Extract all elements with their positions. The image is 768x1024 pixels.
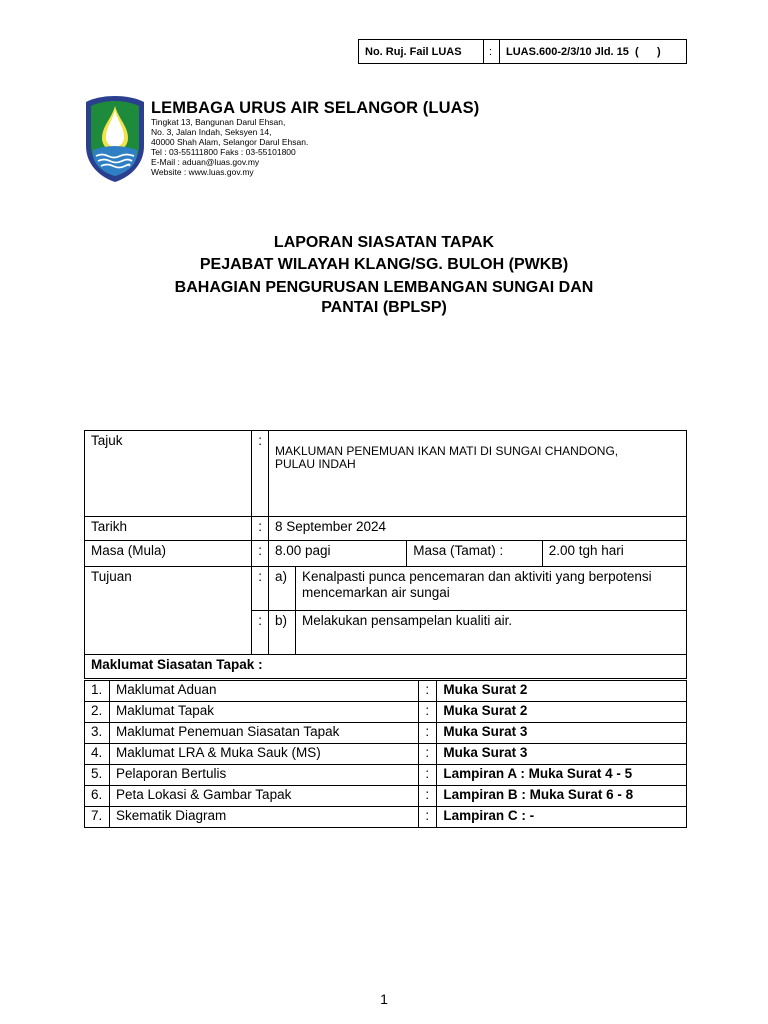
item-number: 4. <box>85 744 110 765</box>
list-item <box>85 786 687 807</box>
contact-website: Website : www.luas.gov.my <box>151 167 254 177</box>
item-value: Lampiran B : Muka Surat 6 - 8 <box>437 786 687 807</box>
item-value: Lampiran A : Muka Surat 4 - 5 <box>437 765 687 786</box>
masa-tamat-label: Masa (Tamat) : <box>407 541 542 567</box>
tujuan-row-a <box>85 567 687 611</box>
masa-tamat-value: 2.00 tgh hari <box>542 541 686 567</box>
item-label: Pelaporan Bertulis <box>109 765 418 786</box>
list-item <box>85 744 687 765</box>
list-item <box>85 702 687 723</box>
item-number: 2. <box>85 702 110 723</box>
item-number: 5. <box>85 765 110 786</box>
colon: : <box>419 744 437 765</box>
tujuan-text: Kenalpasti punca pencemaran dan aktiviti yang berpotensi mencemarkan air sungai <box>295 567 686 611</box>
item-label: Maklumat Tapak <box>109 702 418 723</box>
item-number: 7. <box>85 807 110 828</box>
colon: : <box>419 807 437 828</box>
division-title-cont: PANTAI (BPLSP) <box>321 299 447 316</box>
section-heading-row <box>85 655 687 679</box>
item-value: Muka Surat 2 <box>437 681 687 702</box>
item-value: Lampiran C : - <box>437 807 687 828</box>
tujuan-letter: b) <box>268 611 295 655</box>
tajuk-label: Tajuk <box>85 431 252 517</box>
colon: : <box>419 723 437 744</box>
contact-phone: Tel : 03-55111800 Faks : 03-55101800 <box>151 147 296 157</box>
tujuan-label: Tujuan <box>85 567 252 655</box>
item-number: 3. <box>85 723 110 744</box>
file-ref-colon: : <box>484 40 500 64</box>
colon: : <box>252 567 269 611</box>
organisation-name: LEMBAGA URUS AIR SELANGOR (LUAS) <box>151 99 480 117</box>
address-line: 40000 Shah Alam, Selangor Darul Ehsan. <box>151 137 309 147</box>
item-label: Maklumat Aduan <box>109 681 418 702</box>
item-label: Skematik Diagram <box>109 807 418 828</box>
contact-email: E-Mail : aduan@luas.gov.my <box>151 157 260 167</box>
item-number: 1. <box>85 681 110 702</box>
colon: : <box>419 786 437 807</box>
colon: : <box>252 517 269 541</box>
site-info-list <box>84 680 687 828</box>
list-item <box>85 681 687 702</box>
masa-mula-value: 8.00 pagi <box>268 541 406 567</box>
tujuan-text: Melakukan pensampelan kualiti air. <box>295 611 686 655</box>
colon: : <box>252 431 269 517</box>
file-reference-box <box>358 39 687 64</box>
tujuan-letter: a) <box>268 567 295 611</box>
masa-row <box>85 541 687 567</box>
colon: : <box>419 681 437 702</box>
item-value: Muka Surat 3 <box>437 744 687 765</box>
colon: : <box>252 611 269 655</box>
office-title: PEJABAT WILAYAH KLANG/SG. BULOH (PWKB) <box>199 256 569 273</box>
list-item <box>85 723 687 744</box>
list-item <box>85 765 687 786</box>
report-title: LAPORAN SIASATAN TAPAK <box>273 234 495 251</box>
item-label: Maklumat Penemuan Siasatan Tapak <box>109 723 418 744</box>
tarikh-value: 8 September 2024 <box>268 517 686 541</box>
colon: : <box>419 765 437 786</box>
item-value: Muka Surat 3 <box>437 723 687 744</box>
list-item <box>85 807 687 828</box>
tajuk-row <box>85 431 687 517</box>
colon: : <box>252 541 269 567</box>
page-number: 1 <box>380 991 388 1007</box>
file-ref-label: No. Ruj. Fail LUAS <box>359 40 484 64</box>
masa-mula-label: Masa (Mula) <box>85 541 252 567</box>
report-info-table <box>84 430 687 679</box>
tarikh-label: Tarikh <box>85 517 252 541</box>
item-label: Maklumat LRA & Muka Sauk (MS) <box>109 744 418 765</box>
tajuk-line: PULAU INDAH <box>274 457 356 471</box>
address-line: No. 3, Jalan Indah, Seksyen 14, <box>151 127 272 137</box>
item-number: 6. <box>85 786 110 807</box>
tajuk-line: MAKLUMAN PENEMUAN IKAN MATI DI SUNGAI CHANDONG, <box>274 444 619 458</box>
colon: : <box>419 702 437 723</box>
item-label: Peta Lokasi & Gambar Tapak <box>109 786 418 807</box>
tajuk-value <box>268 431 686 517</box>
division-title: BAHAGIAN PENGURUSAN LEMBANGAN SUNGAI DAN <box>174 279 594 296</box>
address-line: Tingkat 13, Bangunan Darul Ehsan, <box>151 117 286 127</box>
luas-logo-icon <box>84 94 146 184</box>
section-heading: Maklumat Siasatan Tapak : <box>85 655 687 679</box>
tarikh-row <box>85 517 687 541</box>
item-value: Muka Surat 2 <box>437 702 687 723</box>
file-ref-value: LUAS.600-2/3/10 Jld. 15 ( ) <box>500 40 687 64</box>
